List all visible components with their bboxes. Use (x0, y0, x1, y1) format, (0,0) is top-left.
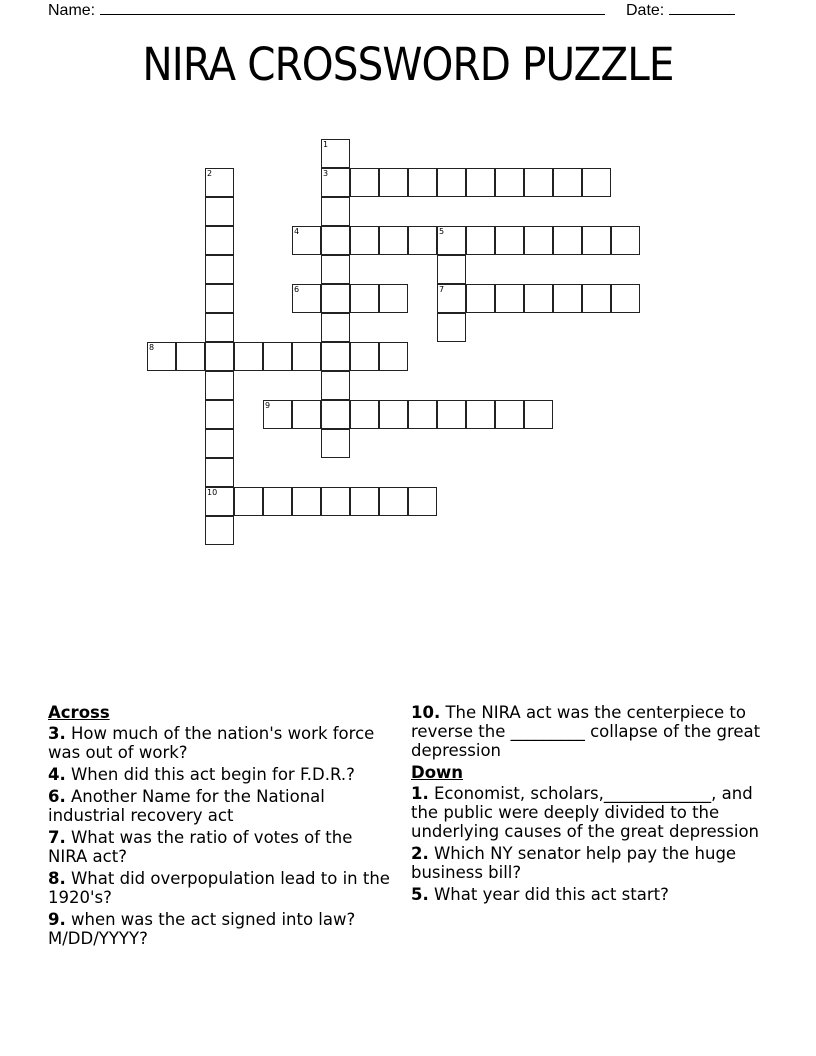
grid-cell[interactable] (292, 400, 321, 429)
clue-number: 3 (323, 169, 329, 178)
clue-number: 4 (294, 227, 300, 236)
grid-cell[interactable] (205, 284, 234, 313)
clue-number: 9. (48, 910, 66, 929)
across-clue (48, 765, 393, 784)
grid-cell[interactable] (611, 226, 640, 255)
clue-text: when was the act signed into law? M/DD/YYYY? (48, 910, 356, 948)
grid-cell[interactable] (408, 487, 437, 516)
grid-cell[interactable] (379, 168, 408, 197)
clues-left-column (48, 703, 393, 951)
grid-cell[interactable] (495, 284, 524, 313)
grid-cell[interactable] (408, 400, 437, 429)
grid-cell[interactable] (350, 400, 379, 429)
grid-cell[interactable] (553, 284, 582, 313)
clue-text: What year did this act start? (428, 885, 669, 904)
grid-cell[interactable] (321, 429, 350, 458)
grid-cell[interactable] (437, 226, 466, 255)
grid-cell[interactable] (292, 284, 321, 313)
clue-number: 3. (48, 724, 66, 743)
clue-number: 5. (411, 885, 429, 904)
grid-cell[interactable] (437, 400, 466, 429)
grid-cell[interactable] (292, 342, 321, 371)
grid-cell[interactable] (408, 168, 437, 197)
grid-cell[interactable] (466, 168, 495, 197)
grid-cell[interactable] (205, 197, 234, 226)
date-label: Date: (626, 2, 665, 19)
clue-number: 6. (48, 787, 66, 806)
clue-number: 2 (207, 169, 213, 178)
grid-cell[interactable] (466, 284, 495, 313)
clue-number: 5 (439, 227, 445, 236)
grid-cell[interactable] (495, 400, 524, 429)
grid-cell[interactable] (524, 168, 553, 197)
grid-cell[interactable] (495, 226, 524, 255)
clue-text: When did this act begin for F.D.R.? (65, 765, 355, 784)
grid-cell[interactable] (611, 284, 640, 313)
grid-cell[interactable] (205, 487, 234, 516)
page-title: NIRA CROSSWORD PUZZLE (142, 38, 674, 91)
grid-cell[interactable] (379, 284, 408, 313)
clues-right-column (411, 703, 771, 907)
grid-cell[interactable] (263, 342, 292, 371)
clue-number: 8. (48, 869, 66, 888)
clue-text: How much of the nation's work force was out of work? (48, 724, 375, 762)
grid-cell[interactable] (205, 371, 234, 400)
grid-cell[interactable] (321, 255, 350, 284)
grid-cell[interactable] (321, 197, 350, 226)
grid-cell[interactable] (524, 400, 553, 429)
name-label: Name: (48, 2, 96, 19)
across-clue (48, 828, 393, 866)
grid-cell[interactable] (147, 342, 176, 371)
grid-cell[interactable] (582, 284, 611, 313)
grid-cell[interactable] (205, 400, 234, 429)
grid-cell[interactable] (466, 226, 495, 255)
grid-cell[interactable] (321, 168, 350, 197)
clue-text: What did overpopulation lead to in the 1920's? (48, 869, 390, 907)
grid-cell[interactable] (466, 400, 495, 429)
clue-text: Economist, scholars,_____________, and the public were deeply divided to the underlying causes of the great depression (411, 784, 760, 841)
grid-cell[interactable] (379, 487, 408, 516)
name-line[interactable] (100, 0, 605, 15)
date-line[interactable] (669, 0, 735, 15)
grid-cell[interactable] (437, 255, 466, 284)
grid-cell[interactable] (234, 342, 263, 371)
grid-cell[interactable] (524, 284, 553, 313)
grid-cell[interactable] (321, 226, 350, 255)
grid-cell[interactable] (292, 226, 321, 255)
clue-text: What was the ratio of votes of the NIRA act? (48, 828, 353, 866)
clue-number: 10 (207, 488, 218, 497)
grid-cell[interactable] (321, 371, 350, 400)
clue-number: 6 (294, 285, 300, 294)
clue-number: 2. (411, 844, 429, 863)
grid-cell[interactable] (350, 342, 379, 371)
grid-cell[interactable] (205, 516, 234, 545)
grid-cell[interactable] (437, 313, 466, 342)
clue-number: 7. (48, 828, 66, 847)
grid-cell[interactable] (205, 342, 234, 371)
clue-number: 4. (48, 765, 66, 784)
grid-cell[interactable] (176, 342, 205, 371)
grid-cell[interactable] (582, 226, 611, 255)
grid-cell[interactable] (379, 400, 408, 429)
grid-cell[interactable] (205, 226, 234, 255)
grid-cell[interactable] (321, 487, 350, 516)
clue-text: The NIRA act was the centerpiece to reverse the _________ collapse of the great depression (411, 703, 761, 760)
across-clue (411, 703, 771, 760)
clue-text: Which NY senator help pay the huge business bill? (411, 844, 737, 882)
grid-cell[interactable] (350, 284, 379, 313)
date-field[interactable] (626, 0, 735, 21)
grid-cell[interactable] (205, 168, 234, 197)
grid-cell[interactable] (553, 226, 582, 255)
name-field[interactable] (48, 0, 605, 21)
clue-number: 7 (439, 285, 445, 294)
grid-cell[interactable] (321, 313, 350, 342)
grid-cell[interactable] (263, 487, 292, 516)
down-heading: Down (411, 763, 464, 782)
grid-cell[interactable] (234, 487, 263, 516)
clue-number: 8 (149, 343, 155, 352)
across-heading: Across (48, 703, 110, 722)
grid-cell[interactable] (321, 139, 350, 168)
across-clue (48, 910, 393, 948)
grid-cell[interactable] (292, 487, 321, 516)
grid-cell[interactable] (350, 226, 379, 255)
grid-cell[interactable] (205, 313, 234, 342)
clue-text: Another Name for the National industrial recovery act (48, 787, 325, 825)
grid-cell[interactable] (321, 400, 350, 429)
grid-cell[interactable] (263, 400, 292, 429)
clue-number: 1. (411, 784, 429, 803)
grid-cell[interactable] (321, 342, 350, 371)
across-clue (48, 869, 393, 907)
grid-cell[interactable] (321, 284, 350, 313)
grid-cell[interactable] (350, 487, 379, 516)
grid-cell[interactable] (205, 458, 234, 487)
grid-cell[interactable] (437, 168, 466, 197)
across-clue (48, 724, 393, 762)
grid-cell[interactable] (379, 342, 408, 371)
grid-cell[interactable] (379, 226, 408, 255)
grid-cell[interactable] (205, 255, 234, 284)
grid-cell[interactable] (524, 226, 553, 255)
clue-number: 9 (265, 401, 271, 410)
clue-number: 10. (411, 703, 441, 722)
across-clue (48, 787, 393, 825)
grid-cell[interactable] (408, 226, 437, 255)
down-clue (411, 784, 771, 841)
down-clue (411, 844, 771, 882)
grid-cell[interactable] (582, 168, 611, 197)
down-clue (411, 885, 771, 904)
clue-number: 1 (323, 140, 329, 149)
grid-cell[interactable] (437, 284, 466, 313)
grid-cell[interactable] (495, 168, 524, 197)
grid-cell[interactable] (553, 168, 582, 197)
grid-cell[interactable] (350, 168, 379, 197)
grid-cell[interactable] (205, 429, 234, 458)
